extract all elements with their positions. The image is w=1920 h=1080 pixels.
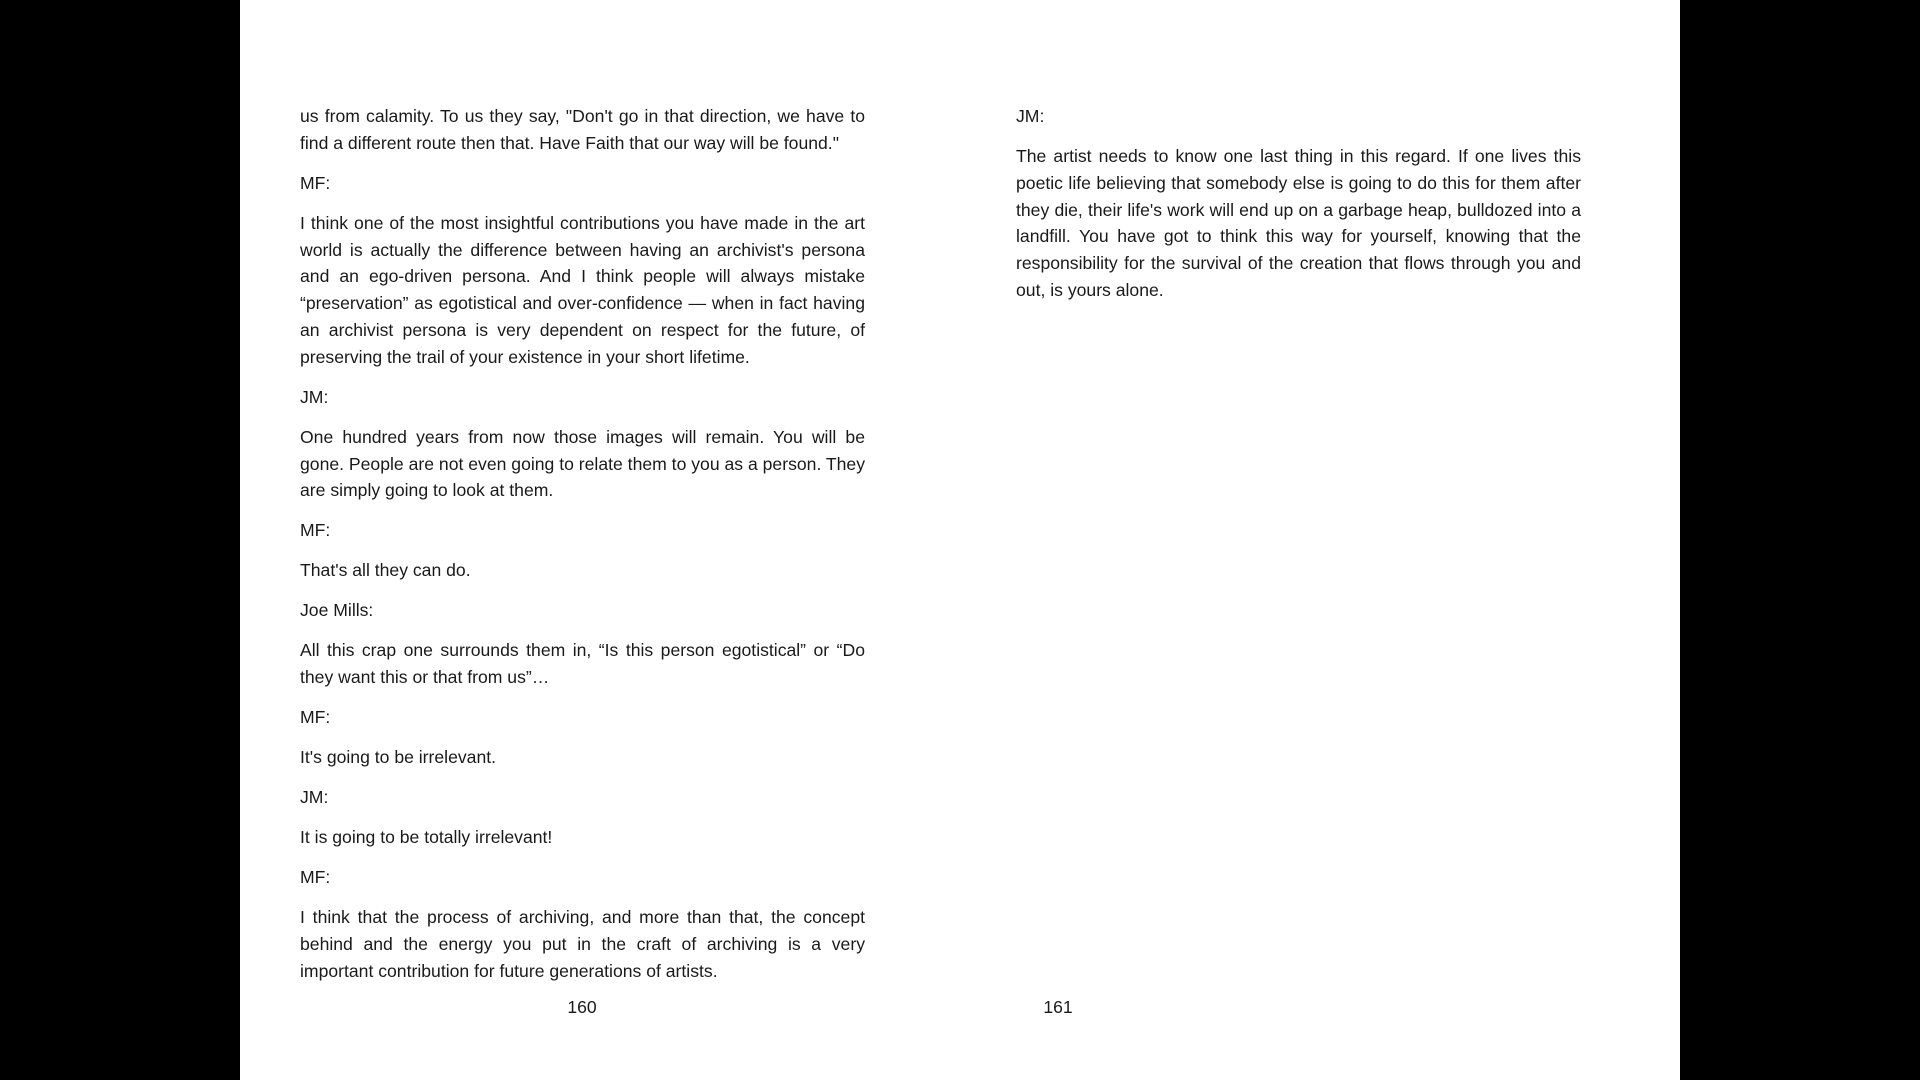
speaker-label: JM: — [300, 787, 329, 807]
paragraph: That's all they can do. — [300, 560, 471, 581]
paragraph: I think that the process of archiving, and more than that, the concept behind and the energy you put in the craft of archiving is a very important contribution for future generations of artists. — [300, 906, 865, 981]
speaker-label: MF: — [300, 520, 331, 541]
right-page — [960, 0, 1680, 1080]
paragraph: One hundred years from now those images will remain. You will be gone. People are not even going to relate them to you as a person. They are simply going to look at them. — [300, 426, 866, 501]
paragraph: It is going to be totally irrelevant! — [300, 826, 553, 847]
paragraph: All this crap one surrounds them in, “Is this person egotistical” or “Do they want this or that from us”… — [300, 640, 865, 688]
speaker-label: MF: — [300, 866, 331, 887]
speaker-label: MF: — [300, 172, 331, 193]
speaker-label: JM: — [1016, 106, 1045, 126]
book-spread — [240, 0, 1680, 1080]
page-number-left: 160 — [567, 997, 597, 1017]
speaker-label: JM: — [300, 386, 329, 407]
paragraph: I think one of the most insightful contributions you have made in the art world is actually the difference between having an archivist's persona and an ego-driven persona. And I think people will always mistake “preservation” as egotistical and over-confidence — when in fact having an archivist persona is very dependent on respect for the future, of preserving the trail of your existence in your short lifetime. — [300, 212, 865, 367]
page-number-right: 161 — [1043, 997, 1073, 1017]
paragraph: us from calamity. To us they say, "Don't go in that direction, we have to find a different route then that. Have Faith that our way will be found." — [300, 106, 865, 153]
paragraph: It's going to be irrelevant. — [300, 747, 497, 768]
speaker-label: Joe Mills: — [300, 600, 374, 621]
left-page — [240, 0, 960, 1080]
paragraph: The artist needs to know one last thing in this regard. If one lives this poetic life believing that somebody else is going to do this for them after they die, their life's work will end up on a garbage heap, bulldozed into a landfill. You have got to think this way for yourself, knowing that the responsibility for the survival of the creation that flows through you and out, is yours alone. — [1016, 145, 1581, 300]
left-page-text — [300, 103, 865, 998]
speaker-label: MF: — [300, 707, 331, 728]
right-page-text — [1016, 103, 1581, 317]
